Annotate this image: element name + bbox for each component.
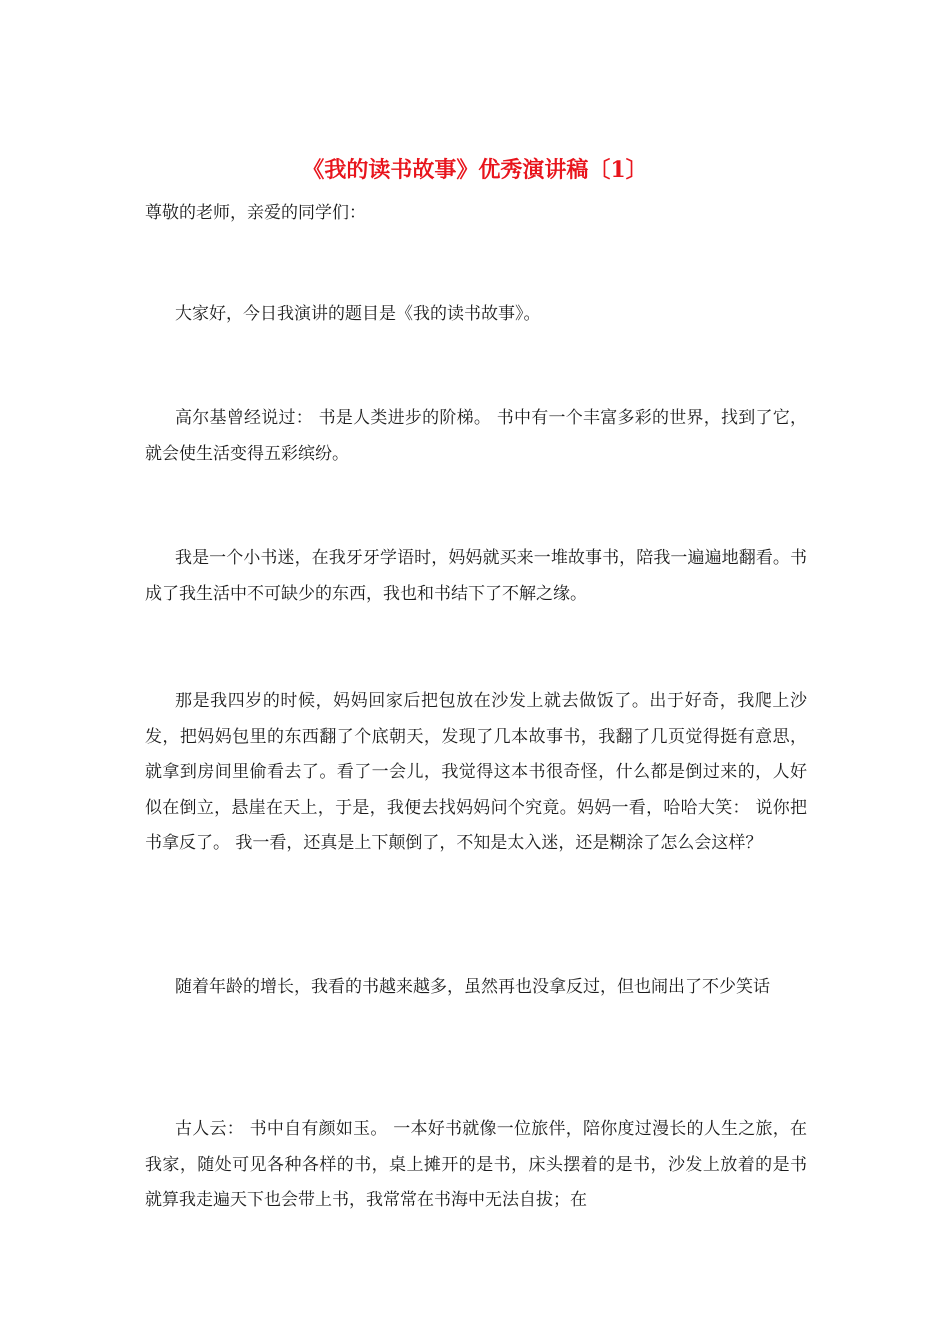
paragraph-3: 我是一个小书迷，在我牙牙学语时，妈妈就买来一堆故事书，陪我一遍遍地翻看。书成了我生活中不可缺少的东西，我也和书结下了不解之缘。	[145, 548, 807, 604]
paragraph-1: 大家好，今日我演讲的题目是《我的读书故事》。	[175, 304, 541, 324]
paragraph-5: 随着年龄的增长，我看的书越来越多，虽然再也没拿反过，但也闹出了不少笑话	[175, 977, 770, 997]
paragraph-6: 古人云： 书中自有颜如玉。 一本好书就像一位旅伴，陪你度过漫长的人生之旅，在我家，随处可见各种各样的书，桌上摊开的是书，床头摆着的是书，沙发上放着的是书 就算我走遍天下也会带上书，我常常在书海中无法自拔；在	[145, 1119, 807, 1210]
paragraph-2: 高尔基曾经说过： 书是人类进步的阶梯。 书中有一个丰富多彩的世界，找到了它，就会使生活变得五彩缤纷。	[145, 408, 807, 464]
page-title: 《我的读书故事》优秀演讲稿〔1〕	[302, 157, 648, 183]
salutation: 尊敬的老师，亲爱的同学们：	[145, 203, 366, 223]
paragraph-4: 那是我四岁的时候，妈妈回家后把包放在沙发上就去做饭了。出于好奇，我爬上沙发，把妈妈包里的东西翻了个底朝天，发现了几本故事书，我翻了几页觉得挺有意思，就拿到房间里偷看去了。看了一会儿，我觉得这本书很奇怪，什么都是倒过来的，人好似在倒立，悬崖在天上，于是，我便去找妈妈问个究竟。妈妈一看，哈哈大笑： 说你把书拿反了。 我一看，还真是上下颠倒了，不知是太入迷，还是糊涂了怎么会这样？	[145, 691, 807, 853]
